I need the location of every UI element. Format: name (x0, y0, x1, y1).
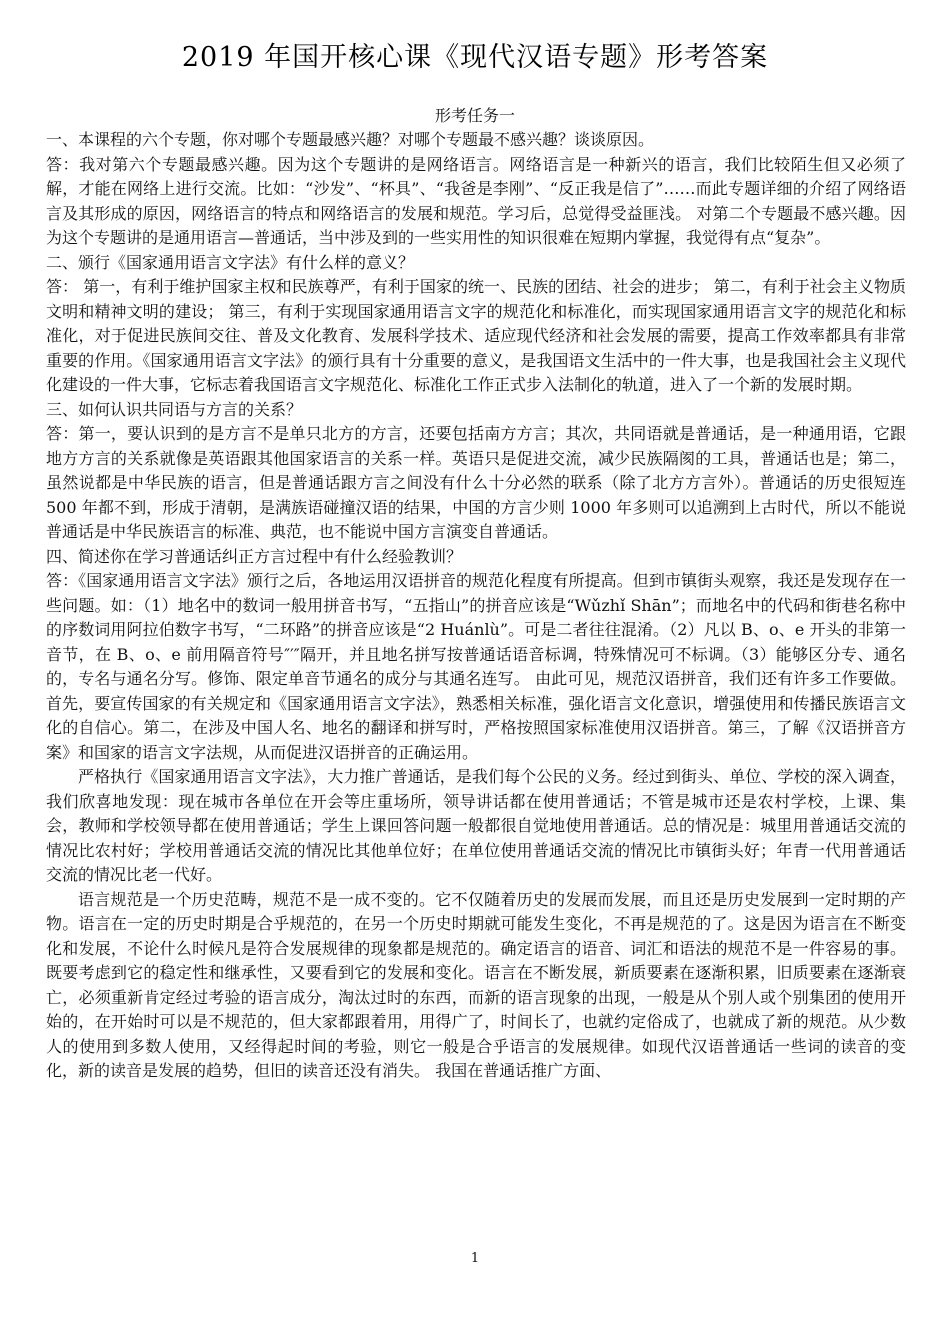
body-paragraph: 严格执行《国家通用语言文字法》，大力推广普通话，是我们每个公民的义务。经过到街头、单位、学校的深入调查，我们欣喜地发现：现在城市各单位在开会等庄重场所，领导讲话都在使用普通话；不管是城市还是农村学校，上课、集会，教师和学校领导都在使用普通话；学生上课回答问题一般都很自觉地使用普通话。总的情况是：城里用普通话交流的情况比农村好；学校用普通话交流的情况比其他单位好；在单位使用普通话交流的情况比市镇街头好；年青一代用普通话交流的情况比老一代好。 (46, 767, 906, 884)
question-4: 四、简述你在学习普通话纠正方言过程中有什么经验教训？ (46, 546, 463, 566)
answer-1: 答：我对第六个专题最感兴趣。因为这个专题讲的是网络语言。网络语言是一种新兴的语言，我们比较陌生但又必须了解，才能在网络上进行交流。比如：“沙发”、“杯具”、“我爸是李刚”、“反正我是信了”……而此专题详细的介绍了网络语言及其形成的原因，网络语言的特点和网络语言的发展和规范。学习后，总觉得受益匪浅。 对第二个专题最不感兴趣。因为这个专题讲的是通用语言—普通话，当中涉及到的一些实用性的知识很难在短期内掌握，我觉得有点“复杂”。 (46, 154, 906, 247)
question-1: 一、本课程的六个专题，你对哪个专题最感兴趣？对哪个专题最不感兴趣？谈谈原因。 (46, 130, 655, 149)
answer-2: 答： 第一，有利于维护国家主权和民族尊严，有利于国家的统一、民族的团结、社会的进步； 第二，有利于社会主义物质文明和精神文明的建设； 第三，有利于实现国家通用语言文字的规范化和标准化，而实现国家通用语言文字的规范化和标准化，对于促进民族间交往、普及文化教育、发展科学技术、适应现代经济和社会发展的需要，提高工作效率都具有非常重要的作用。《国家通用语言文字法》的颁行具有十分重要的意义，是我国语文生活中的一件大事，也是我国社会主义现代化建设的一件大事，它标志着我国语言文字规范化、标准化工作正式步入法制化的轨道，进入了一个新的发展时期。 (46, 277, 906, 394)
document-title: 2019 年国开核心课《现代汉语专题》形考答案 (181, 42, 769, 73)
answer-4: 答：《国家通用语言文字法》颁行之后，各地运用汉语拼音的规范化程度有所提高。但到市镇街头观察，我还是发现存在一些问题。如：（1）地名中的数词一般用拼音书写，“五指山”的拼音应该是“Wǔzhǐ Shān”；而地名中的代码和街巷名称中的序数词用阿拉伯数字书写，“二环路”的拼音应该是“2 Huánlù”。可是二者往往混淆。（2）凡以 B、o、e 开头的非第一音节，在 B、o、e 前用隔音符号″′″隔开，并且地名拼写按普通话语音标调，特殊情况可不标调。（3）能够区分专、通名的，专名与通名分写。修饰、限定单音节通名的成分与其通名连写。 由此可见，规范汉语拼音，我们还有许多工作要做。首先，要宣传国家的有关规定和《国家通用语言文字法》，熟悉相关标准，强化语言文化意识，增强使用和传播民族语言文化的自信心。第二，在涉及中国人名、地名的翻译和拼写时，严格按照国家标准使用汉语拼音。第三，了解《汉语拼音方案》和国家的语言文字法规，从而促进汉语拼音的正确运用。 (46, 571, 906, 762)
document-body (46, 128, 906, 1084)
question-3: 三、如何认识共同语与方言的关系？ (46, 399, 303, 419)
page-number: 1 (470, 1251, 480, 1266)
answer-3: 答：第一，要认识到的是方言不是单只北方的方言，还要包括南方方言；其次，共同语就是普通话，是一种通用语，它跟地方方言的关系就像是英语跟其他国家语言的关系一样。英语只是促进交流，减少民族隔阂的工具，普通话也是；第二，虽然说都是中华民族的语言，但是普通话跟方言之间没有什么十分必然的联系（除了北方方言外）。普通话的历史很短连 500 年都不到，形成于清朝，是满族语碰撞汉语的结果，中国的方言少则 1000 年多则可以追溯到上古时代，所以不能说普通话是中华民族语言的标准、典范，也不能说中国方言演变自普通话。 (46, 424, 906, 541)
section-title: 形考任务一 (434, 106, 515, 125)
question-2: 二、颁行《国家通用语言文字法》有什么样的意义？ (46, 252, 415, 272)
body-paragraph: 语言规范是一个历史范畴，规范不是一成不变的。它不仅随着历史的发展而发展，而且还是历史发展到一定时期的产物。语言在一定的历史时期是合乎规范的，在另一个历史时期就可能发生变化，不再是规范的了。这是因为语言在不断变化和发展，不论什么时候凡是符合发展规律的现象都是规范的。确定语言的语音、词汇和语法的规范不是一件容易的事。既要考虑到它的稳定性和继承性，又要看到它的发展和变化。语言在不断发展，新质要素在逐渐积累，旧质要素在逐渐衰亡，必须重新肯定经过考验的语言成分，淘汰过时的东西，而新的语言现象的出现，一般是从个别人或个别集团的使用开始的，在开始时可以是不规范的，但大家都跟着用，用得广了，时间长了，也就约定俗成了，也就成了新的规范。从少数人的使用到多数人使用，又经得起时间的考验，则它一般是合乎语言的发展规律。如现代汉语普通话一些词的读音的变化，新的读音是发展的趋势，但旧的读音还没有消失。 我国在普通话推广方面、 (46, 889, 906, 1080)
